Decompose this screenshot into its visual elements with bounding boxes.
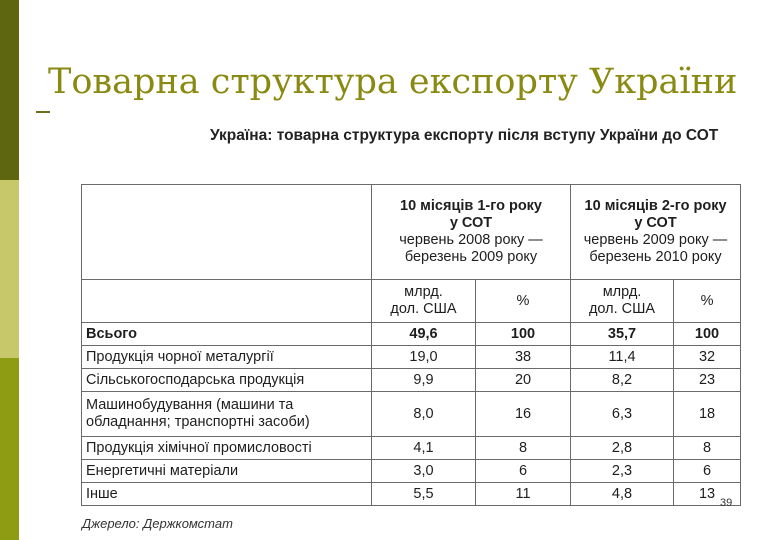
export-structure-table [81, 184, 741, 506]
table-row [82, 369, 741, 392]
period-2-header [571, 185, 741, 280]
row-percent-1: 11 [476, 483, 571, 506]
accent-bar-dark [0, 0, 19, 180]
row-label: Інше [82, 483, 372, 506]
accent-bar-mid [0, 358, 19, 540]
row-percent-2: 18 [674, 392, 741, 437]
unit-percent-2: % [674, 280, 741, 323]
row-percent-1: 38 [476, 346, 571, 369]
row-percent-2: 8 [674, 437, 741, 460]
row-label: Продукція хімічної промисловості [82, 437, 372, 460]
row-label: Всього [82, 323, 372, 346]
table-row [82, 460, 741, 483]
period-1-range-line1: червень 2008 року — [399, 232, 543, 248]
row-label: Продукція чорної металургії [82, 346, 372, 369]
units-header-row [82, 280, 741, 323]
row-percent-1: 20 [476, 369, 571, 392]
left-accent-bar [0, 0, 19, 540]
row-value-1: 49,6 [372, 323, 476, 346]
row-percent-2: 13 [674, 483, 741, 506]
table-row [82, 346, 741, 369]
row-value-1: 19,0 [372, 346, 476, 369]
table-caption: Україна: товарна структура експорту після вступу України до СОТ [210, 127, 719, 144]
row-percent-1: 6 [476, 460, 571, 483]
title-underline-mark [36, 111, 50, 113]
period-2-range-line2: березень 2010 року [589, 249, 722, 265]
table-row [82, 483, 741, 506]
empty-unit-cell [82, 280, 372, 323]
row-value-1: 8,0 [372, 392, 476, 437]
period-1-title-line1: 10 місяців 1-го року [400, 198, 542, 214]
row-percent-1: 16 [476, 392, 571, 437]
table-source: Джерело: Держкомстат [82, 516, 233, 531]
empty-header-cell [82, 185, 372, 280]
unit-amount-2 [571, 280, 674, 323]
slide-title: Товарна структура експорту України [48, 62, 738, 102]
row-value-2: 2,8 [571, 437, 674, 460]
period-1-title-line2: у СОТ [449, 215, 493, 231]
row-percent-2: 100 [674, 323, 741, 346]
table-row-total [82, 323, 741, 346]
period-1-range-line2: березень 2009 року [404, 249, 538, 265]
unit-percent-1: % [476, 280, 571, 323]
row-value-1: 9,9 [372, 369, 476, 392]
row-percent-2: 23 [674, 369, 741, 392]
row-percent-1: 8 [476, 437, 571, 460]
row-percent-2: 32 [674, 346, 741, 369]
period-2-title-line2: у СОТ [634, 215, 677, 231]
unit-amount-1 [372, 280, 476, 323]
row-value-2: 8,2 [571, 369, 674, 392]
table-row [82, 437, 741, 460]
row-value-2: 2,3 [571, 460, 674, 483]
row-label: Енергетичні матеріали [82, 460, 372, 483]
page-number: 39 [720, 497, 733, 509]
unit-amount-1-line1: млрд. [404, 284, 443, 300]
period-2-title-line1: 10 місяців 2-го року [584, 198, 727, 214]
unit-amount-1-line2: дол. США [390, 301, 457, 317]
row-percent-1: 100 [476, 323, 571, 346]
row-value-2: 4,8 [571, 483, 674, 506]
row-label: Сільськогосподарська продукція [82, 369, 372, 392]
accent-bar-light [0, 180, 19, 358]
unit-amount-2-line2: дол. США [588, 301, 656, 317]
period-2-range-line1: червень 2009 року — [583, 232, 728, 248]
row-value-1: 5,5 [372, 483, 476, 506]
row-value-2: 6,3 [571, 392, 674, 437]
period-header-row [82, 185, 741, 280]
row-value-2: 11,4 [571, 346, 674, 369]
row-label-line2: обладнання; транспортні засоби) [86, 414, 310, 430]
row-value-2: 35,7 [571, 323, 674, 346]
row-value-1: 4,1 [372, 437, 476, 460]
row-label-line1: Машинобудування (машини та [86, 397, 294, 413]
period-1-header [372, 185, 571, 280]
unit-amount-2-line1: млрд. [602, 284, 642, 300]
row-label [82, 392, 372, 437]
row-percent-2: 6 [674, 460, 741, 483]
row-value-1: 3,0 [372, 460, 476, 483]
table-row [82, 392, 741, 437]
